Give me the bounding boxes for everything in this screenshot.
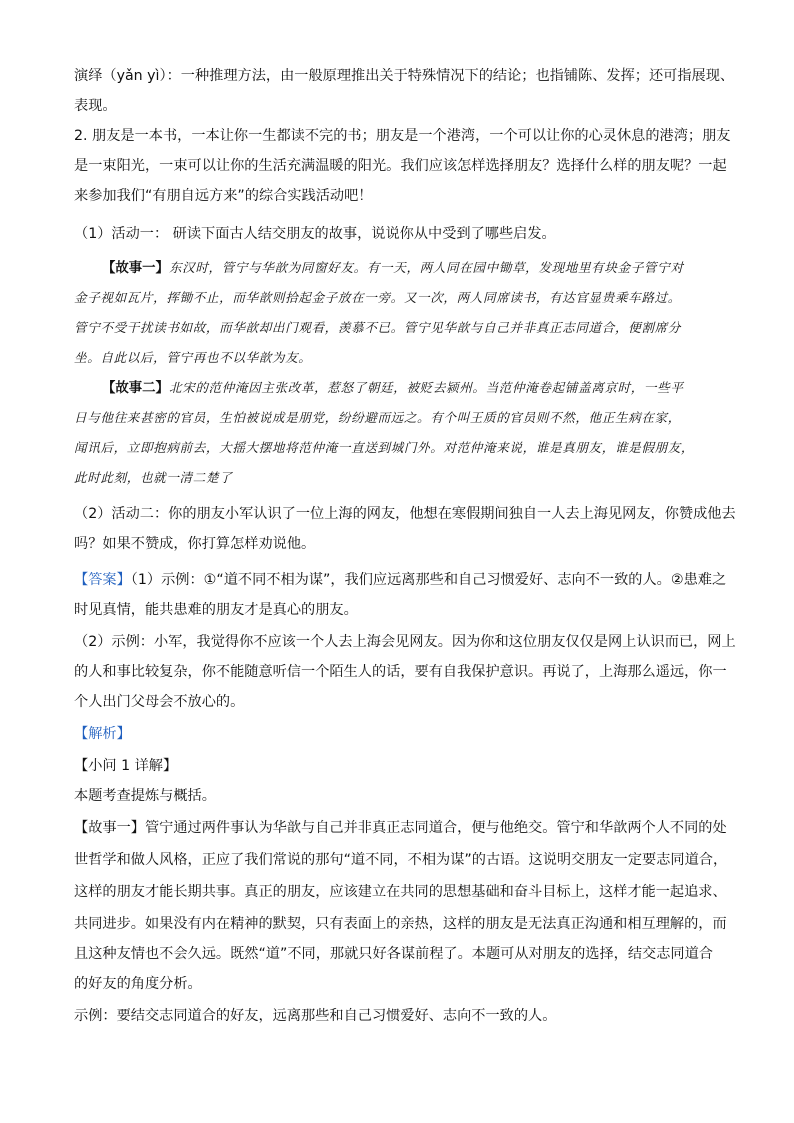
text-line: 吗？如果不赞成，你打算怎样劝说他。 [74, 536, 316, 552]
story-line: 闻讯后，立即抱病前去，大摇大摆地将范仲淹一直送到城门外。对范仲淹来说，谁是真朋友，谁是假朋友， [74, 440, 695, 455]
analysis-tag: 【解析】 [74, 726, 131, 742]
text-line: （2）示例：小军，我觉得你不应该一个人去上海会见网友。因为你和这位朋友仅仅是网上认识而已，网上 [74, 634, 736, 650]
story-line: 坐。自此以后，管宁再也不以华歆为友。 [74, 350, 312, 365]
text-line: 世哲学和做人风格，正应了我们常说的那句“道不同，不相为谋”的古语。这说明交朋友一定要志同道合， [74, 852, 728, 868]
text-line: 本题考查提炼与概括。 [74, 788, 216, 804]
text-line: 这样的朋友才能长期共事。真正的朋友，应该建立在共同的思想基础和奋斗目标上，这样才能一起追求、 [74, 884, 727, 900]
text-line: 是一束阳光，一束可以让你的生活充满温暖的阳光。我们应该怎样选择朋友？选择什么样的朋友呢？一起 [74, 158, 727, 174]
answer-tag: 【答案】 [74, 572, 131, 588]
story-line: 日与他往来甚密的官员，生怕被说成是朋党，纷纷避而远之。有个叫王质的官员则不然，他正生病在家， [74, 410, 681, 425]
text-line: 且这种友情也不会久远。既然“道”不同，那就只好各谋前程了。本题可从对朋友的选择，结交志同道合 [74, 946, 713, 962]
story-tag: 【故事二】 [102, 381, 169, 396]
answer-line: 【答案】（1）示例：①“道不同不相为谋”，我们应远离那些和自己习惯爱好、志向不一致的人。②患难之 [74, 572, 727, 588]
story-line: 【故事一】东汉时，管宁与华歆为同窗好友。有一天，两人同在园中锄草，发现地里有块金子管宁对 [102, 260, 684, 276]
story-line: 金子视如瓦片，挥锄不止，而华歆则拾起金子放在一旁。又一次，两人同席读书，有达官显贵乘车路过。 [74, 290, 681, 305]
example-line: 示例：要结交志同道合的好友，远离那些和自己习惯爱好、志向不一致的人。 [74, 1008, 557, 1024]
subquestion-heading: 【小问 1 详解】 [74, 758, 178, 774]
text-line: 时见真情，能共患难的朋友才是真心的朋友。 [74, 602, 358, 618]
text-line: 的好友的角度分析。 [74, 976, 202, 992]
text-line: 个人出门父母会不放心的。 [74, 694, 245, 710]
story-tag: 【故事一】 [74, 820, 145, 836]
question-2-line: 2. 朋友是一本书，一本让你一生都读不完的书；朋友是一个港湾，一个可以让你的心灵休息的港湾；朋友 [74, 128, 731, 144]
analysis-line [74, 724, 724, 744]
text-line: 表现。 [74, 98, 117, 114]
text-line: 的人和事比较复杂，你不能随意听信一个陌生人的话，要有自我保护意识。再说了，上海那么遥远，你一 [74, 664, 727, 680]
analysis-story-line: 【故事一】管宁通过两件事认为华歆与自己并非真正志同道合，便与他绝交。管宁和华歆两个人不同的处 [74, 820, 727, 836]
text-line: 共同进步。如果没有内在精神的默契，只有表面上的亲热，这样的朋友是无法真正沟通和相互理解的，而 [74, 916, 727, 932]
story-line: 【故事二】北宋的范仲淹因主张改革，惹怒了朝廷，被贬去颍州。当范仲淹卷起铺盖离京时，一些平 [102, 380, 684, 396]
story-line: 此时此刻，也就一清二楚了 [74, 470, 233, 485]
story-line: 管宁不受干扰读书如故，而华歆却出门观看，羡慕不已。管宁见华歆与自己并非真正志同道合，便割席分 [74, 320, 681, 335]
text-line: 来参加我们“有朋自远方来”的综合实践活动吧！ [74, 188, 373, 204]
activity-1-line: （1）活动一： 研读下面古人结交朋友的故事，说说你从中受到了哪些启发。 [74, 226, 556, 242]
story-tag: 【故事一】 [102, 261, 169, 276]
text-line: 演绎（yǎn yì）：一种推理方法，由一般原理推出关于特殊情况下的结论；也指铺陈、发挥；还可指展现、 [74, 68, 735, 84]
activity-2-line: （2）活动二：你的朋友小军认识了一位上海的网友，他想在寒假期间独自一人去上海见网友，你赞成他去 [74, 506, 736, 522]
